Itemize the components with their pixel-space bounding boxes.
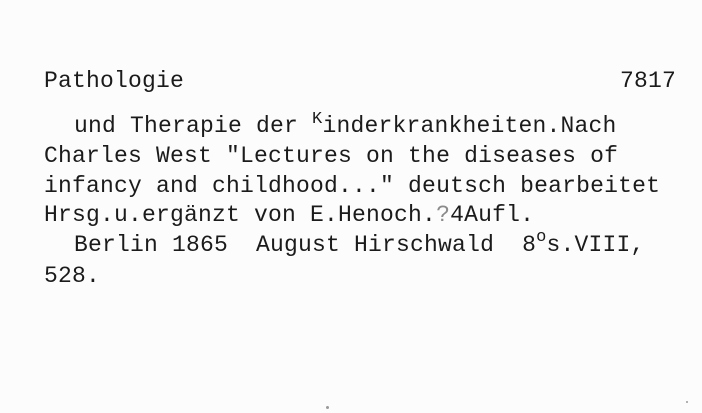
editor-line-a: Hrsg.u.ergänzt von E.Henoch. bbox=[44, 202, 437, 228]
subject-heading: Pathologie bbox=[44, 68, 185, 94]
imprint-line bbox=[74, 228, 645, 262]
imprint-line-raised-o: o bbox=[536, 228, 547, 247]
imprint-line-b: s.VIII, bbox=[546, 232, 645, 258]
title-line-2: Charles West "Lectures on the diseases of bbox=[44, 143, 619, 169]
editor-line bbox=[44, 201, 534, 229]
title-line-1-b: inderkrankheiten.Nach bbox=[322, 113, 617, 139]
call-number: 7817 bbox=[620, 68, 677, 94]
imprint-line-a: Berlin 1865 August Hirschwald 8 bbox=[74, 232, 537, 258]
editor-line-b: 4Aufl. bbox=[450, 202, 535, 228]
title-line-1 bbox=[74, 112, 617, 143]
editor-line-mark: ? bbox=[436, 202, 451, 228]
paper-speck bbox=[326, 406, 329, 409]
title-line-3: infancy and childhood..." deutsch bearbeitet bbox=[44, 173, 661, 199]
title-line-1-a: und Therapie der bbox=[74, 113, 313, 139]
paper-speck bbox=[686, 401, 688, 403]
title-line-1-raised-k: K bbox=[312, 110, 323, 129]
pagination-line: 528. bbox=[44, 263, 101, 289]
